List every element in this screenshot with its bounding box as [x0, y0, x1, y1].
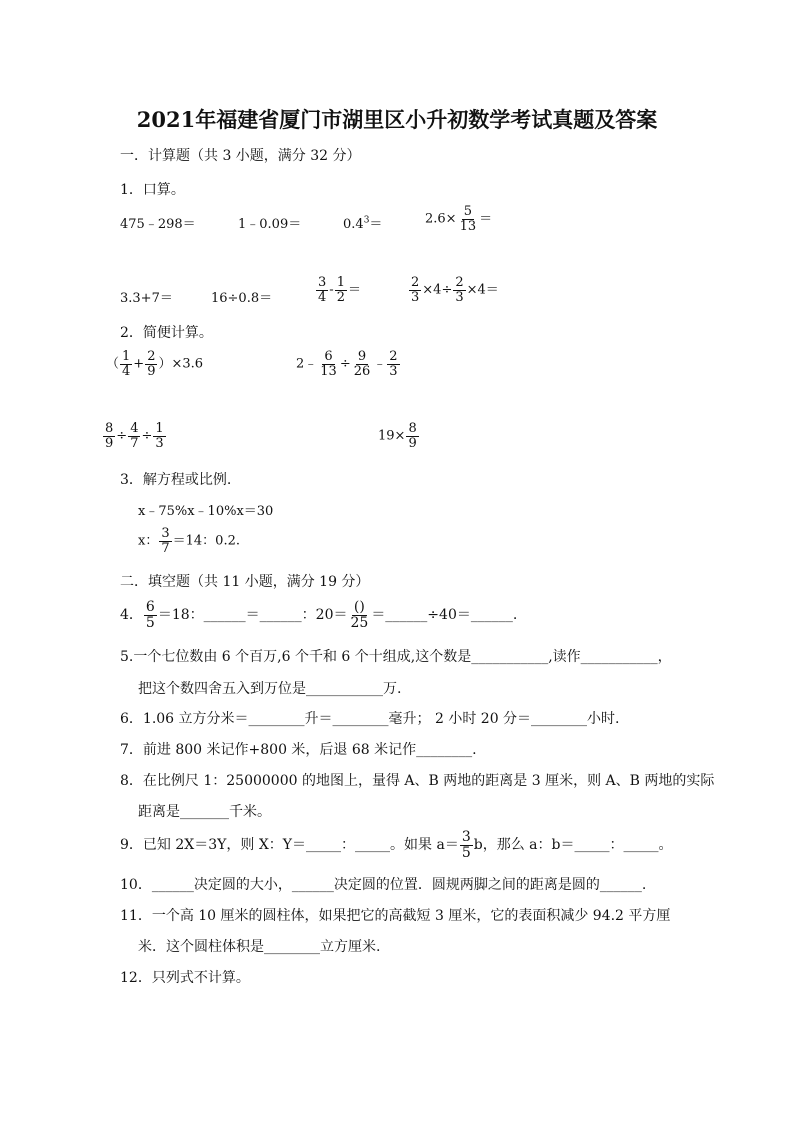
section-heading: 二．填空题（共 11 小题，满分 19 分）: [120, 574, 370, 590]
section-heading: 一．计算题（共 3 小题，满分 32 分）: [120, 148, 361, 164]
question: 11．一个高 10 厘米的圆柱体，如果把它的高截短 3 厘米，它的表面积减少 94.2 平方厘: [120, 908, 671, 924]
question: 8．在比例尺 1：25000000 的地图上，量得 A、B 两地的距离是 3 厘米，则 A、B 两地的实际: [120, 773, 715, 789]
question: 5.一个七位数由 6 个百万,6 个千和 6 个十组成,这个数是___________,读作___________，: [120, 649, 672, 665]
expression: 19× $\frac{8}{9}$: [378, 421, 417, 451]
expression: $\frac{3}{4}$ - $\frac{1}{2}$ ＝: [318, 275, 361, 305]
question: 4． $\frac{6}{5}$ ＝18：______＝______：20＝ $\frac{()}{25}$ ＝______÷40＝______.: [120, 599, 518, 631]
expression: （ $\frac{1}{4}$ + $\frac{2}{9}$ ）×3.6: [106, 349, 204, 379]
page-title: 2021年福建省厦门市湖里区小升初数学考试真题及答案: [136, 107, 658, 132]
expression: 3.3+7＝: [120, 291, 173, 306]
equation: x﹣75%x﹣10%x＝30: [138, 504, 274, 519]
question: 9．已知 2X＝3Y，则 X：Y＝_____：_____。如果 a＝ $\frac{3}{5}$ b，那么 a：b＝_____：_____。: [120, 829, 673, 861]
question-continuation: 距离是_______千米。: [138, 804, 271, 820]
expression: 16÷0.8＝: [211, 291, 273, 306]
question: 6．1.06 立方分米＝________升＝________毫升； 2 小时 20 分＝________小时.: [120, 711, 620, 727]
expression: $\frac{2}{3}$ ×4÷ $\frac{2}{3}$ ×4＝: [411, 275, 499, 305]
question-label: 3．解方程或比例.: [120, 472, 232, 488]
question-label: 1．口算。: [120, 182, 185, 198]
expression: 2﹣ $\frac{6}{13}$ ÷ $\frac{9}{26}$ ﹣ $\frac{2}{3}$: [296, 349, 398, 379]
expression: 475﹣298＝: [120, 217, 196, 232]
expression: 1﹣0.09＝: [238, 217, 302, 232]
question: 10．______决定圆的大小，______决定圆的位置．圆规两脚之间的距离是圆的______.: [120, 877, 647, 893]
question-continuation: 把这个数四舍五入到万位是___________万.: [138, 681, 402, 697]
equation: x： $\frac{3}{7}$ ＝14：0.2.: [138, 526, 240, 556]
expression: $0.4^3=$: [343, 215, 383, 232]
expression: 2.6× $\frac{5}{13}$ ＝: [425, 204, 493, 234]
question: 12．只列式不计算。: [120, 970, 250, 986]
expression: $\frac{8}{9}$ ÷ $\frac{4}{7}$ ÷ $\frac{1}{3}$: [105, 421, 164, 451]
question-label: 2．简便计算。: [120, 325, 213, 341]
question: 7．前进 800 米记作+800 米，后退 68 米记作________.: [120, 742, 477, 758]
question-continuation: 米．这个圆柱体积是________立方厘米.: [138, 939, 381, 955]
